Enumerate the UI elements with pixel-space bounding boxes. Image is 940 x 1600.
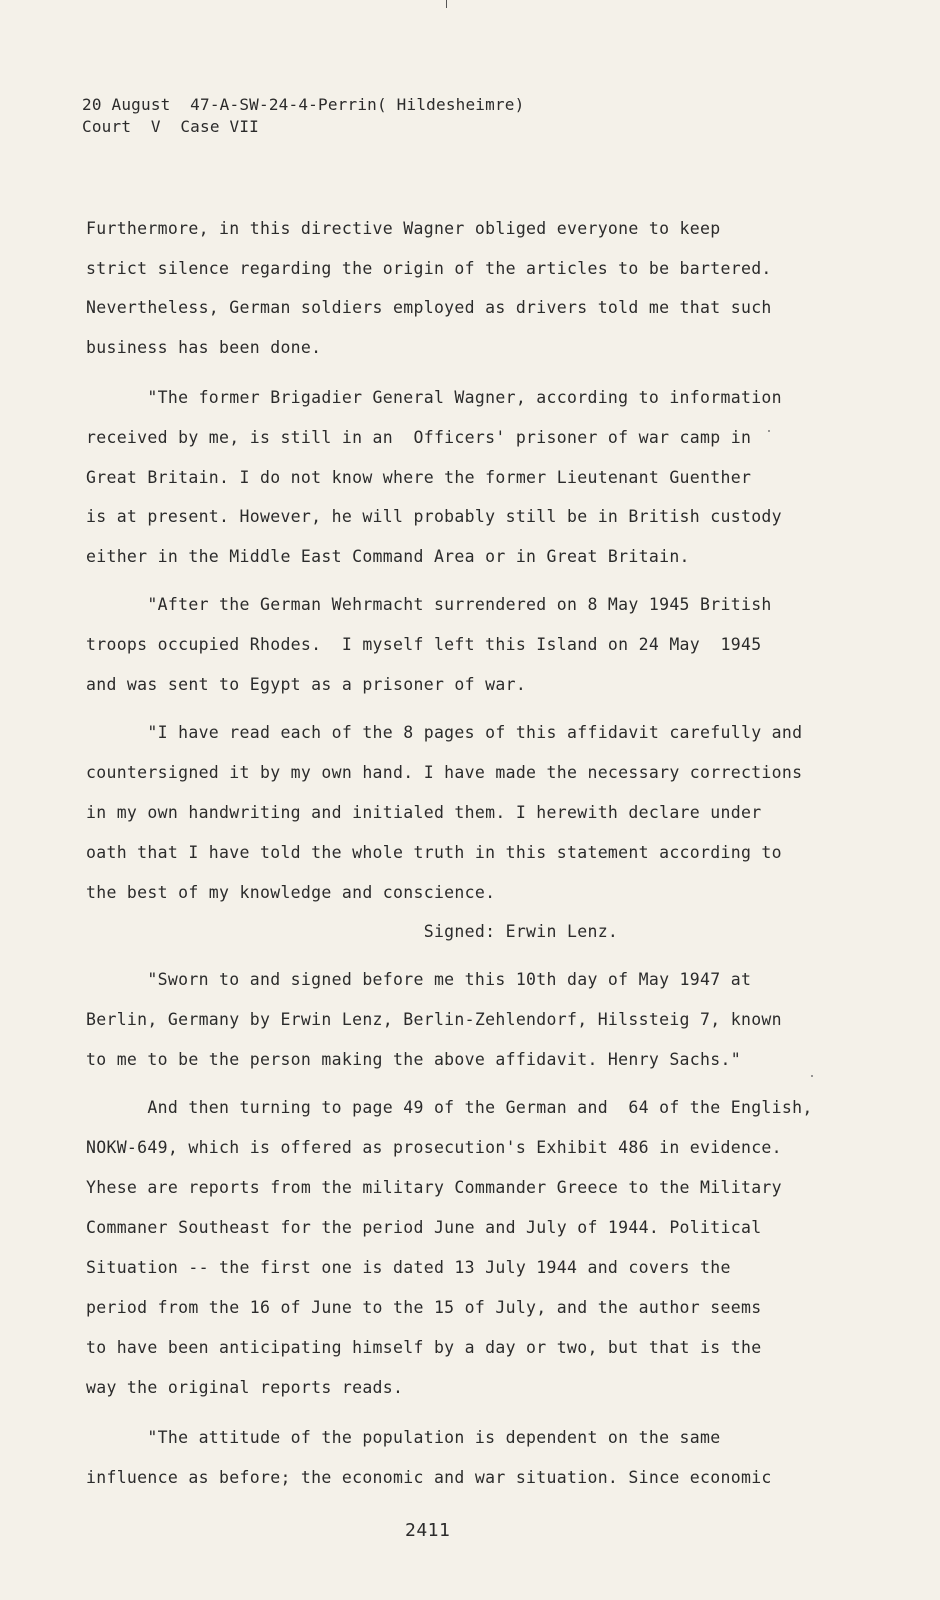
text-line: way the original reports reads. <box>86 1378 404 1397</box>
text-line: Commaner Southeast for the period June and July of 1944. Political <box>86 1218 762 1237</box>
text-line: influence as before; the economic and war situation. Since economic <box>86 1468 772 1487</box>
text-line: period from the 16 of June to the 15 of July, and the author seems <box>86 1298 762 1317</box>
text-line: Yhese are reports from the military Commander Greece to the Military <box>86 1178 782 1197</box>
text-line: Great Britain. I do not know where the former Lieutenant Guenther <box>86 468 752 487</box>
text-line: "The attitude of the population is dependent on the same <box>86 1428 721 1447</box>
text-line: Situation -- the first one is dated 13 July 1944 and covers the <box>86 1258 731 1277</box>
top-edge-mark <box>446 0 447 8</box>
text-line: strict silence regarding the origin of the articles to be bartered. <box>86 259 772 278</box>
document-header <box>82 94 524 138</box>
text-line: Berlin, Germany by Erwin Lenz, Berlin-Zehlendorf, Hilssteig 7, known <box>86 1010 782 1029</box>
text-line: to me to be the person making the above affidavit. Henry Sachs." <box>86 1050 741 1069</box>
page-number: 2411 <box>405 1520 451 1541</box>
header-court-line: Court V Case VII <box>82 117 259 136</box>
text-line: the best of my knowledge and conscience. <box>86 883 496 902</box>
text-line: to have been anticipating himself by a day or two, but that is the <box>86 1338 762 1357</box>
text-line: is at present. However, he will probably still be in British custody <box>86 507 782 526</box>
text-line: "After the German Wehrmacht surrendered on 8 May 1945 British <box>86 595 772 614</box>
text-line: "I have read each of the 8 pages of this affidavit carefully and <box>86 723 803 742</box>
text-line: received by me, is still in an Officers' prisoner of war camp in <box>86 428 752 447</box>
text-line: Furthermore, in this directive Wagner obliged everyone to keep <box>86 219 721 238</box>
text-line: NOKW-649, which is offered as prosecution's Exhibit 486 in evidence. <box>86 1138 782 1157</box>
text-line: "The former Brigadier General Wagner, according to information <box>86 388 782 407</box>
signature-line: Signed: Erwin Lenz. <box>86 922 619 941</box>
text-line: either in the Middle East Command Area or in Great Britain. <box>86 547 690 566</box>
text-line: Nevertheless, German soldiers employed as drivers told me that such <box>86 298 772 317</box>
text-line: oath that I have told the whole truth in this statement according to <box>86 843 782 862</box>
text-line: And then turning to page 49 of the German and 64 of the English, <box>86 1098 813 1117</box>
paper-speck <box>768 430 770 432</box>
text-line: and was sent to Egypt as a prisoner of war. <box>86 675 527 694</box>
text-line: countersigned it by my own hand. I have made the necessary corrections <box>86 763 803 782</box>
text-line: business has been done. <box>86 338 322 357</box>
text-line: "Sworn to and signed before me this 10th day of May 1947 at <box>86 970 752 989</box>
header-date-line: 20 August 47-A-SW-24-4-Perrin( Hildesheimre) <box>82 95 525 114</box>
text-line: in my own handwriting and initialed them. I herewith declare under <box>86 803 762 822</box>
text-line: troops occupied Rhodes. I myself left this Island on 24 May 1945 <box>86 635 762 654</box>
paper-speck <box>811 1075 813 1077</box>
